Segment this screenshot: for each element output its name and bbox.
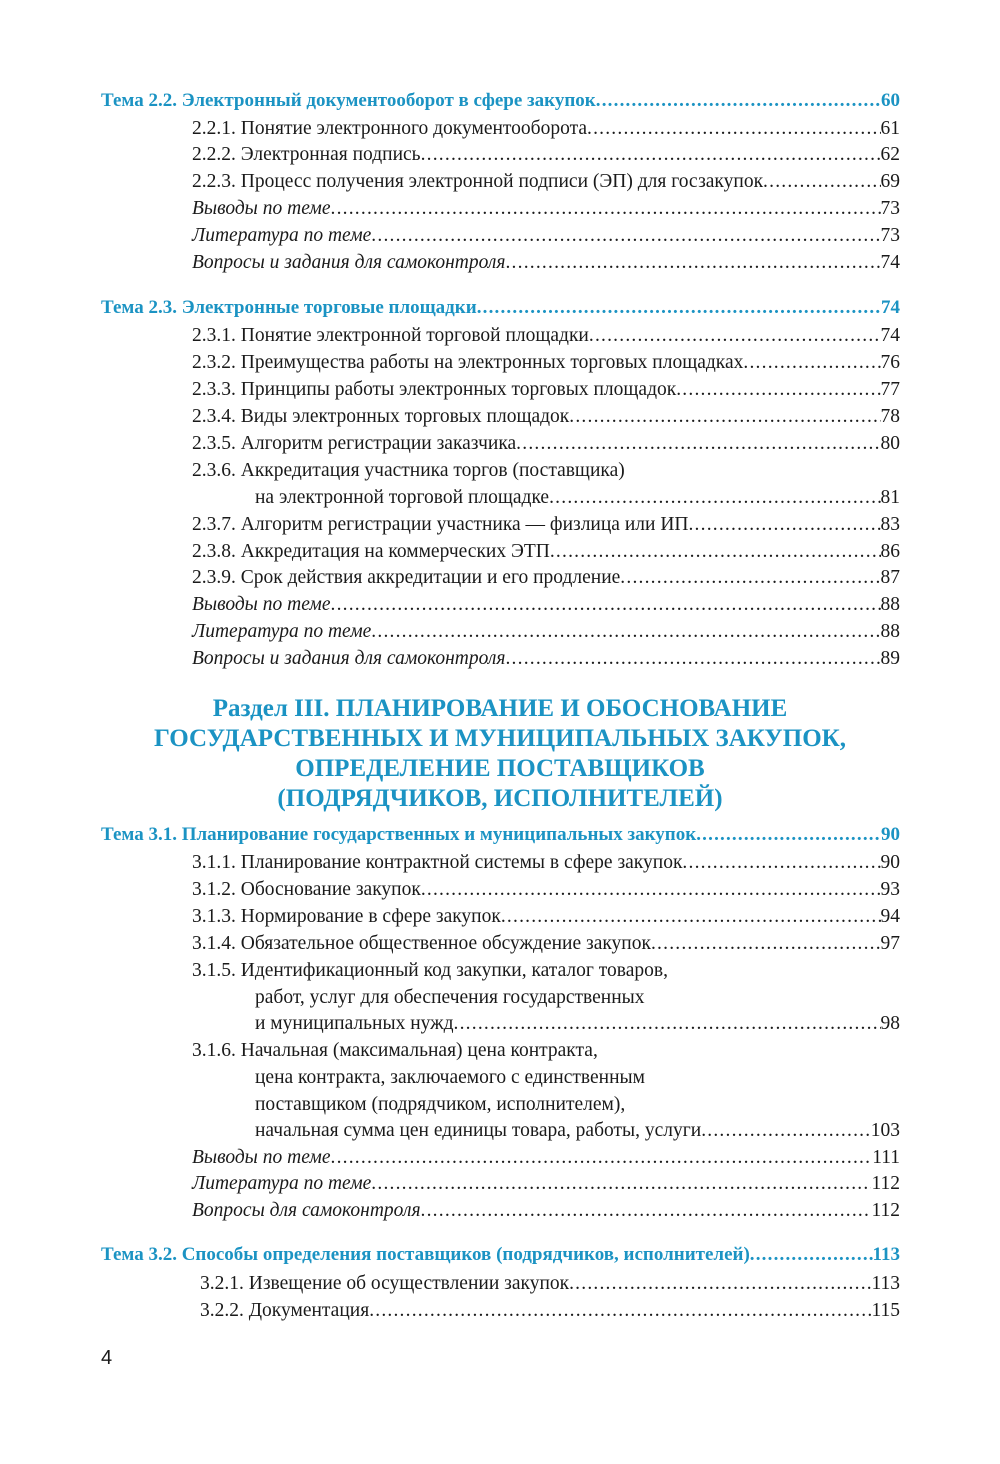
toc-topic-2-3[interactable]	[101, 295, 900, 321]
toc-entry[interactable]: 3.1.1. Планирование контрактной системы в сфере закупок ..... 90	[192, 850, 900, 876]
topic-title: Тема 3.1. Планирование государственных и муниципальных закупок	[101, 824, 697, 845]
toc-entry-questions[interactable]: Вопросы и задания для самоконтроля ..... 74	[192, 250, 900, 276]
topic-title: Тема 2.3. Электронные торговые площадки	[101, 297, 477, 318]
leader-dots	[696, 822, 881, 848]
toc-topic-3-1[interactable]	[101, 822, 900, 848]
toc-entry-questions[interactable]: Вопросы и задания для самоконтроля ..... 89	[192, 646, 900, 672]
page-ref: 60	[881, 90, 900, 111]
toc-entry[interactable]: 2.3.2. Преимущества работы на электронных торговых площадках ..... 76	[192, 350, 900, 376]
toc-entry[interactable]: на электронной торговой площадке ..... 81	[255, 485, 900, 511]
toc-entry[interactable]: 3.1.2. Обоснование закупок ..... 93	[192, 877, 900, 903]
toc-entry-first-line[interactable]: 3.1.5. Идентификационный код закупки, каталог товаров,	[192, 960, 668, 981]
toc-entry-first-line[interactable]: 2.3.6. Аккредитация участника торгов (поставщика)	[192, 460, 625, 481]
toc-entry-literature[interactable]: Литература по теме ..... 112	[192, 1171, 900, 1197]
page-number: 4	[101, 1347, 113, 1369]
toc-entry[interactable]: 3.2.1. Извещение об осуществлении закупок ..... 113	[200, 1271, 900, 1297]
toc-entry[interactable]: 2.3.1. Понятие электронной торговой площадки ..... 74	[192, 323, 900, 349]
toc-entry-literature[interactable]: Литература по теме ..... 88	[192, 619, 900, 645]
toc-entry-first-line[interactable]: 3.1.6. Начальная (максимальная) цена контракта,	[192, 1040, 598, 1061]
toc-entry[interactable]: 2.3.4. Виды электронных торговых площадок ..... 78	[192, 404, 900, 430]
toc-entry-literature[interactable]: Литература по теме ..... 73	[192, 223, 900, 249]
toc-topic-3-2[interactable]	[101, 1242, 900, 1268]
toc-topic-2-2[interactable]	[101, 88, 900, 114]
section-heading	[100, 694, 900, 814]
toc-entry-cont-line: работ, услуг для обеспечения государственных	[255, 987, 645, 1008]
section-heading-line: ОПРЕДЕЛЕНИЕ ПОСТАВЩИКОВ	[295, 755, 705, 782]
section-heading-line: Раздел III. ПЛАНИРОВАНИЕ И ОБОСНОВАНИЕ	[212, 695, 788, 722]
toc-entry[interactable]: 3.2.2. Документация ..... 115	[200, 1298, 900, 1324]
page-ref: 90	[881, 824, 900, 845]
toc-entry[interactable]: 2.3.9. Срок действия аккредитации и его продление ..... 87	[192, 565, 900, 591]
topic-title: Тема 2.2. Электронный документооборот в сфере закупок	[101, 90, 596, 111]
toc-entry-conclusions[interactable]: Выводы по теме ..... 111	[192, 1145, 900, 1171]
leader-dots	[596, 88, 881, 114]
topic-title: Тема 3.2. Способы определения поставщиков (подрядчиков, исполнителей)	[101, 1244, 750, 1265]
toc-entry[interactable]: и муниципальных нужд ..... 98	[255, 1011, 900, 1037]
toc-entry[interactable]: 2.2.2. Электронная подпись ..... 62	[192, 142, 900, 168]
toc-entry[interactable]: 3.1.4. Обязательное общественное обсуждение закупок ..... 97	[192, 931, 900, 957]
toc-entry[interactable]: 2.2.1. Понятие электронного документооборота ..... 61	[192, 116, 900, 142]
section-heading-line: (ПОДРЯДЧИКОВ, ИСПОЛНИТЕЛЕЙ)	[277, 785, 723, 812]
section-heading-line: ГОСУДАРСТВЕННЫХ И МУНИЦИПАЛЬНЫХ ЗАКУПОК,	[153, 725, 847, 752]
toc-entry[interactable]: 2.2.3. Процесс получения электронной подписи (ЭП) для госзакупок ..... 69	[192, 169, 900, 195]
toc-entry[interactable]: 2.3.8. Аккредитация на коммерческих ЭТП ..... 86	[192, 539, 900, 565]
toc-entry-cont-line: цена контракта, заключаемого с единственным	[255, 1067, 645, 1088]
leader-dots	[477, 295, 881, 321]
toc-entry[interactable]: 2.3.5. Алгоритм регистрации заказчика ..... 80	[192, 431, 900, 457]
page-ref: 74	[881, 297, 900, 318]
toc-entry-conclusions[interactable]: Выводы по теме ..... 73	[192, 196, 900, 222]
toc-entry[interactable]: 3.1.3. Нормирование в сфере закупок ..... 94	[192, 904, 900, 930]
toc-entry[interactable]: 2.3.3. Принципы работы электронных торговых площадок ..... 77	[192, 377, 900, 403]
toc-entry-conclusions[interactable]: Выводы по теме ..... 88	[192, 592, 900, 618]
leader-dots	[750, 1242, 873, 1268]
toc-entry-cont-line: поставщиком (подрядчиком, исполнителем),	[255, 1094, 626, 1115]
toc-entry[interactable]: начальная сумма цен единицы товара, работы, услуги ..... 103	[255, 1118, 900, 1144]
toc-entry-questions[interactable]: Вопросы для самоконтроля ..... 112	[192, 1198, 900, 1224]
toc-entry[interactable]: 2.3.7. Алгоритм регистрации участника — физлица или ИП ..... 83	[192, 512, 900, 538]
page-ref: 113	[872, 1244, 900, 1265]
